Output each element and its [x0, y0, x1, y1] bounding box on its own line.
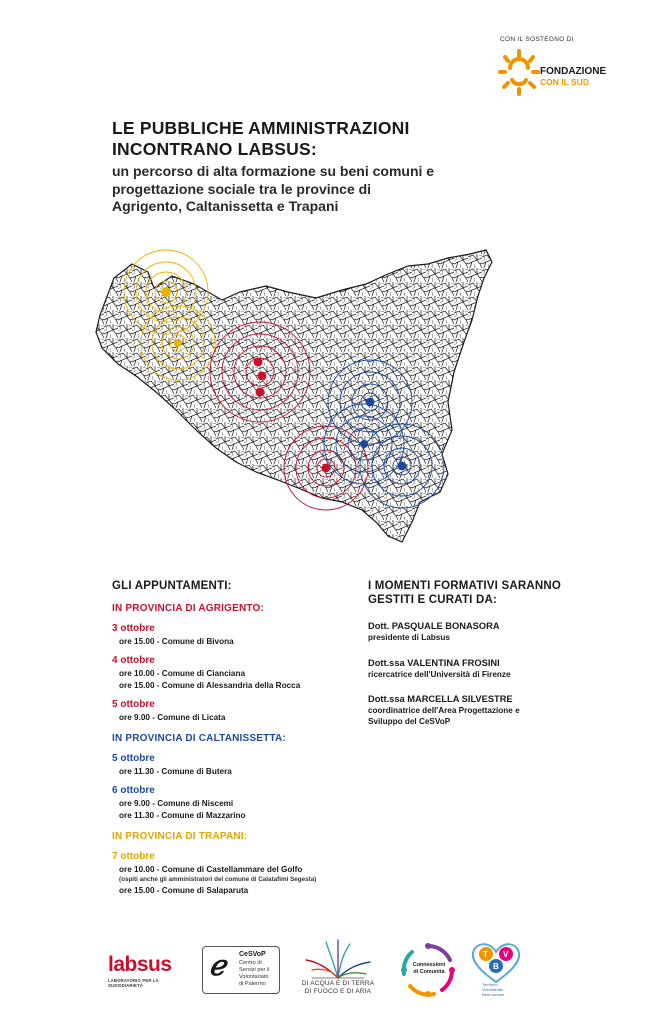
sponsor-caption: CON IL SOSTEGNO DI [500, 36, 574, 43]
sicily-map [90, 240, 550, 560]
cesvop-mark-icon: ℯ [209, 949, 226, 982]
acqua-line-2: DI FUOCO E DI ARIA [304, 988, 372, 995]
labsus-tagline: LABORATORIO PER LA SUSSIDIARIETÀ [108, 978, 159, 988]
date-item: 7 ottobre [112, 851, 155, 862]
svg-text:V: V [503, 950, 509, 959]
connessioni-line-2: di Comunità [413, 968, 445, 975]
province-agrigento: IN PROVINCIA DI AGRIGENTO: [112, 603, 265, 614]
cesvop-logo [202, 946, 280, 994]
speaker-name: Dott.ssa VALENTINA FROSINI [368, 657, 500, 668]
page-subtitle [112, 163, 532, 216]
speaker-role: presidente di Labsus [368, 633, 450, 642]
speaker-role: ricercatrice dell'Università di Firenze [368, 669, 511, 679]
schedule [112, 580, 372, 895]
event-item: ore 9.00 - Comune di Niscemi [119, 799, 234, 808]
title-line-1: LE PUBBLICHE AMMINISTRAZIONI [112, 118, 410, 138]
event-item: ore 10.00 - Comune di Cianciana [119, 669, 246, 678]
event-item: ore 15.00 - Comune di Alessandria della Rocca [119, 681, 301, 690]
event-item: ore 15.00 - Comune di Bivona [119, 637, 234, 646]
subtitle-line-2: progettazione sociale tra le province di [112, 180, 372, 197]
cesvop-line: Servizi per il [239, 967, 270, 973]
page-title [112, 118, 532, 160]
cesvop-line: Centro di [239, 960, 262, 966]
heart-icon [468, 940, 524, 984]
tvb-text [482, 982, 504, 997]
connessioni-logo [398, 940, 458, 1000]
schedule-heading: GLI APPUNTAMENTI: [112, 580, 232, 592]
speakers-heading-1: I MOMENTI FORMATIVI SARANNO [368, 580, 562, 592]
speaker-role-line: coordinatrice dell'Area Progettazione e [368, 706, 520, 715]
tvb-line-1: Territorio [482, 982, 498, 987]
speaker-name: Dott.ssa MARCELLA SILVESTRE [368, 694, 513, 704]
event-item: ore 15.00 - Comune di Salaparuta [119, 886, 249, 895]
date-item: 5 ottobre [112, 699, 155, 710]
event-item: ore 9.00 - Comune di Licata [119, 713, 226, 722]
event-note: (ospiti anche gli amministratori del comune di Calatafimi Segesta) [119, 876, 317, 883]
sun-icon [498, 48, 540, 98]
sponsor-name-2: CON IL SUD [540, 77, 589, 87]
date-item: 3 ottobre [112, 623, 155, 634]
province-caltanissetta: IN PROVINCIA DI CALTANISSETTA: [112, 733, 286, 744]
acqua-terra-logo [298, 938, 378, 1004]
acqua-line-1: DI ACQUA E DI TERRA [301, 980, 375, 987]
subtitle-line-3: Agrigento, Caltanissetta e Trapani [112, 198, 339, 214]
date-item: 4 ottobre [112, 655, 155, 666]
event-item: ore 11.30 - Comune di Mazzarino [119, 811, 246, 820]
labsus-wordmark: labsus [108, 953, 172, 976]
event-item: ore 11.30 - Comune di Butera [119, 767, 232, 776]
tvb-line-2: Volontariato [482, 987, 504, 992]
sponsor-name-1: FONDAZIONE [540, 66, 607, 77]
event-item: ore 10.00 - Comune di Castellammare del Golfo [119, 865, 303, 874]
svg-text:B: B [493, 962, 499, 971]
title-line-2: INCONTRANO LABSUS: [112, 139, 317, 159]
flower-icon [298, 938, 378, 980]
speakers [368, 580, 608, 727]
sponsor-logo [488, 36, 618, 106]
tvb-line-3: Beni comuni [482, 992, 505, 997]
cesvop-name: CeSVoP [239, 951, 266, 958]
speaker-role-line: Sviluppo del CeSVoP [368, 716, 451, 726]
date-item: 5 ottobre [112, 753, 155, 764]
cesvop-line: Volontariato [239, 974, 269, 980]
date-item: 6 ottobre [112, 785, 155, 796]
connessioni-text [412, 962, 446, 975]
partner-logos [108, 938, 528, 1008]
subtitle-line-1: un percorso di alta formazione su beni comuni e [112, 163, 435, 179]
province-trapani: IN PROVINCIA DI TRAPANI: [112, 831, 248, 842]
connessioni-line-1: Connessioni [412, 962, 446, 968]
cesvop-line: di Palermo [239, 981, 266, 987]
speaker-name: Dott. PASQUALE BONASORA [368, 621, 500, 631]
svg-text:T: T [483, 950, 488, 959]
tvb-logo [468, 940, 524, 1002]
speaker-role [368, 706, 608, 727]
speakers-heading-2: GESTITI E CURATI DA: [368, 593, 498, 606]
labsus-logo [108, 953, 192, 988]
